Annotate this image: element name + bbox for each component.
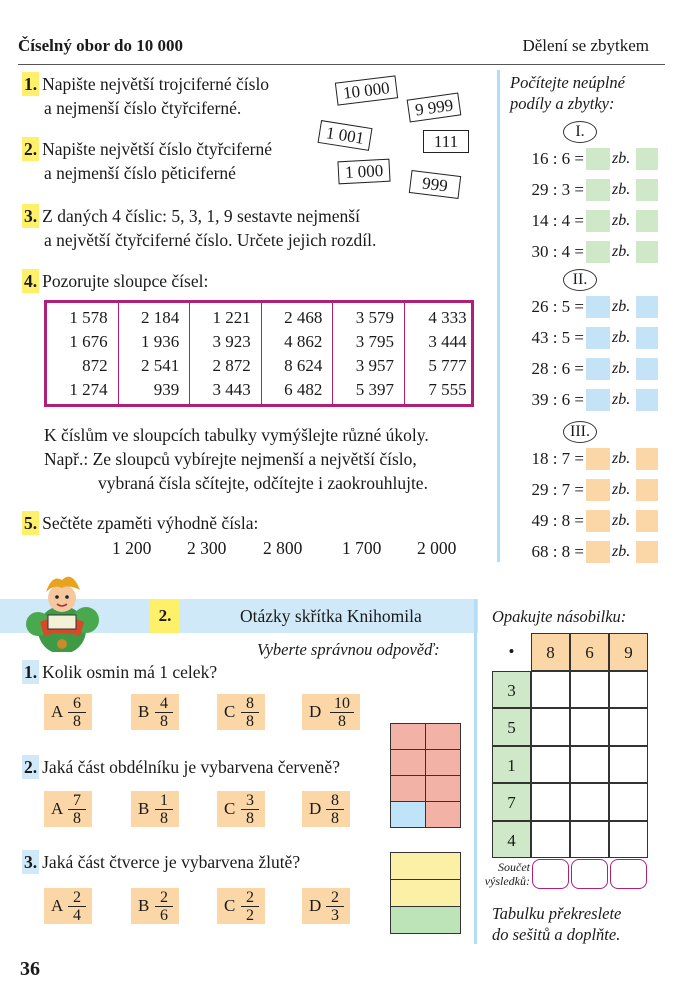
division-expression: 30 : 4 = <box>531 242 584 261</box>
quotient-box[interactable] <box>586 296 610 318</box>
question-text: Jaká část obdélníku je vybarvena červeně? <box>42 757 340 777</box>
option-letter: A <box>51 896 64 915</box>
task-text: Napište největší trojciferné číslo <box>42 74 270 94</box>
table-cell: 3 443 <box>212 380 251 399</box>
remainder-label: zb. <box>612 391 631 408</box>
quotient-box[interactable] <box>586 479 610 501</box>
division-row <box>510 389 650 411</box>
division-row <box>510 541 650 563</box>
table-cell: 1 221 <box>212 308 251 327</box>
column-header: 8 <box>531 633 570 671</box>
option-fraction <box>68 792 86 827</box>
table-cell: 2 468 <box>284 308 323 327</box>
division-row <box>510 510 650 532</box>
table-column <box>262 303 334 404</box>
answer-cell[interactable] <box>570 746 609 784</box>
table-cell: 4 862 <box>284 332 323 351</box>
elf-illustration <box>14 560 106 652</box>
answer-cell[interactable] <box>570 708 609 746</box>
quiz-instruction: Vyberte správnou odpověď: <box>257 640 440 659</box>
number-card: 1 000 <box>337 159 390 185</box>
table-column <box>119 303 191 404</box>
option-fraction <box>241 792 259 827</box>
division-row <box>510 179 650 201</box>
fraction-denominator: 6 <box>160 907 168 924</box>
division-row <box>510 448 650 470</box>
remainder-box[interactable] <box>636 541 658 563</box>
fraction-numerator: 3 <box>241 792 259 810</box>
option-letter: B <box>138 896 150 915</box>
multiplication-table <box>492 633 649 859</box>
answer-cell[interactable] <box>531 746 570 784</box>
fraction-denominator: 2 <box>246 907 254 924</box>
quiz-number: 2. <box>150 599 180 633</box>
quiz-divider <box>474 599 477 944</box>
answer-option-a[interactable] <box>44 694 92 730</box>
number-card: 10 000 <box>335 75 398 105</box>
quotient-box[interactable] <box>586 510 610 532</box>
sum-box[interactable] <box>610 859 647 889</box>
answer-cell[interactable] <box>609 708 648 746</box>
remainder-box[interactable] <box>636 241 658 263</box>
number-card: 9 999 <box>407 92 462 122</box>
quotient-box[interactable] <box>586 358 610 380</box>
table-cell: 939 <box>153 380 180 399</box>
task-4-text-3: vybraná čísla sčítejte, odčítejte i zaokrouhlujte. <box>98 473 428 493</box>
remainder-box[interactable] <box>636 327 658 349</box>
table-cell: 5 397 <box>355 380 394 399</box>
question-number: 3. <box>24 852 38 872</box>
answer-option-a[interactable] <box>44 791 92 827</box>
row-header: 3 <box>492 671 531 709</box>
option-letter: B <box>138 702 150 721</box>
fraction-denominator: 8 <box>160 810 168 827</box>
option-fraction <box>68 695 86 730</box>
task-1 <box>22 72 269 120</box>
task-number: 1. <box>24 74 38 94</box>
fraction-numerator: 2 <box>241 889 259 907</box>
footnote-line: do sešitů a doplňte. <box>492 925 621 944</box>
remainder-box[interactable] <box>636 479 658 501</box>
remainder-box[interactable] <box>636 389 658 411</box>
answer-option-c[interactable] <box>217 694 265 730</box>
fraction-numerator: 6 <box>68 695 86 713</box>
table-cell: 3 957 <box>355 356 394 375</box>
mult-footnote <box>492 903 621 945</box>
answer-option-b[interactable] <box>131 791 179 827</box>
task-number: 4. <box>24 271 38 291</box>
column-header: 6 <box>570 633 609 671</box>
fraction-numerator: 1 <box>155 792 173 810</box>
remainder-box[interactable] <box>636 448 658 470</box>
remainder-box[interactable] <box>636 148 658 170</box>
fraction-numerator: 2 <box>68 889 86 907</box>
side-title-line: Počítejte neúplné <box>510 73 625 92</box>
division-expression: 29 : 7 = <box>531 480 584 499</box>
division-row <box>510 327 650 349</box>
division-row <box>510 358 650 380</box>
answer-cell[interactable] <box>531 783 570 821</box>
fraction-denominator: 8 <box>331 810 339 827</box>
quotient-box[interactable] <box>586 241 610 263</box>
division-expression: 18 : 7 = <box>531 449 584 468</box>
question-number: 1. <box>24 662 38 682</box>
option-fraction <box>326 792 344 827</box>
table-cell: 7 555 <box>428 380 467 399</box>
table-cell: 1 676 <box>69 332 108 351</box>
mult-title: Opakujte násobilku: <box>492 607 627 626</box>
option-fraction <box>330 695 354 730</box>
quiz-title: Otázky skřítka Knihomila <box>240 606 422 626</box>
fraction-numerator: 8 <box>326 792 344 810</box>
task-number: 5. <box>24 513 38 533</box>
option-letter: D <box>309 702 322 721</box>
question-1 <box>22 660 217 684</box>
option-fraction <box>155 792 173 827</box>
task-5-value: 2 800 <box>263 538 303 558</box>
fraction-numerator: 10 <box>330 695 354 713</box>
task-4-text-2: Např.: Ze sloupců vybírejte nejmenší a největší číslo, <box>44 449 417 469</box>
division-row <box>510 296 650 318</box>
answer-cell[interactable] <box>570 821 609 859</box>
table-cell: 872 <box>82 356 108 375</box>
table-cell: 3 444 <box>428 332 467 351</box>
table-column <box>190 303 262 404</box>
quotient-box[interactable] <box>586 541 610 563</box>
task-5-value: 2 000 <box>417 538 457 558</box>
remainder-label: zb. <box>612 481 631 498</box>
section-title: Dělení se zbytkem <box>522 36 649 55</box>
answer-cell[interactable] <box>570 671 609 709</box>
page-number: 36 <box>20 958 40 980</box>
division-expression: 16 : 6 = <box>531 149 584 168</box>
task-3 <box>22 204 376 252</box>
quotient-box[interactable] <box>586 448 610 470</box>
task-text: a nejmenší číslo pěticiferné <box>44 163 236 183</box>
sum-label <box>478 860 530 888</box>
number-columns-table <box>44 300 474 407</box>
quotient-box[interactable] <box>586 148 610 170</box>
remainder-box[interactable] <box>636 296 658 318</box>
table-cell: 3 579 <box>355 308 394 327</box>
option-letter: C <box>224 702 236 721</box>
side-title <box>510 72 625 114</box>
question-3 <box>22 850 300 874</box>
table-cell: 6 482 <box>284 380 323 399</box>
table-cell: 1 936 <box>140 332 180 351</box>
number-card: 1 001 <box>318 120 373 151</box>
rectangle-figure <box>390 723 462 829</box>
row-header: 7 <box>492 783 531 821</box>
option-fraction <box>326 889 344 924</box>
option-fraction <box>241 695 259 730</box>
square-figure <box>390 852 462 936</box>
task-text: Z daných 4 číslic: 5, 3, 1, 9 sestavte nejmenší <box>42 206 360 226</box>
table-cell: 8 624 <box>284 356 323 375</box>
table-column <box>47 303 119 404</box>
answer-cell[interactable] <box>570 783 609 821</box>
division-row <box>510 148 650 170</box>
remainder-box[interactable] <box>636 179 658 201</box>
remainder-label: zb. <box>612 450 631 467</box>
division-expression: 43 : 5 = <box>531 328 584 347</box>
task-5-value: 2 300 <box>187 538 227 558</box>
division-row <box>510 241 650 263</box>
quotient-box[interactable] <box>586 389 610 411</box>
option-letter: A <box>51 702 64 721</box>
fraction-denominator: 8 <box>160 713 168 730</box>
division-row <box>510 210 650 232</box>
fraction-numerator: 2 <box>326 889 344 907</box>
division-expression: 29 : 3 = <box>531 180 584 199</box>
table-cell: 2 541 <box>140 356 180 375</box>
table-column <box>333 303 405 404</box>
answer-option-d[interactable] <box>302 888 350 924</box>
answer-cell[interactable] <box>531 821 570 859</box>
table-cell: 5 777 <box>428 356 467 375</box>
task-5-value: 1 200 <box>112 538 152 558</box>
side-title-line: podíly a zbytky: <box>510 94 615 113</box>
fraction-numerator: 8 <box>241 695 259 713</box>
corner-cell: • <box>508 642 515 661</box>
task-text: Sečtěte zpaměti výhodně čísla: <box>42 513 259 533</box>
task-4-text-1: K číslům ve sloupcích tabulky vymýšlejte různé úkoly. <box>44 425 429 445</box>
task-4 <box>22 269 208 293</box>
table-cell: 3 923 <box>212 332 251 351</box>
division-expression: 26 : 5 = <box>531 297 584 316</box>
answer-cell[interactable] <box>531 671 570 709</box>
row-header: 4 <box>492 821 531 859</box>
quotient-box[interactable] <box>586 327 610 349</box>
remainder-label: zb. <box>612 150 631 167</box>
table-cell: 1 578 <box>69 308 108 327</box>
fraction-numerator: 2 <box>155 889 173 907</box>
option-fraction <box>155 889 173 924</box>
question-text: Kolik osmin má 1 celek? <box>42 662 218 682</box>
question-text: Jaká část čtverce je vybarvena žlutě? <box>42 852 301 872</box>
number-card: 999 <box>409 170 461 199</box>
fraction-denominator: 8 <box>73 810 81 827</box>
question-2 <box>22 755 340 779</box>
task-text: a největší čtyřciferné číslo. Určete jejich rozdíl. <box>44 230 377 250</box>
task-number: 3. <box>24 206 38 226</box>
number-card: 111 <box>423 130 469 153</box>
roman-label: II. <box>563 269 597 291</box>
answer-cell[interactable] <box>609 746 648 784</box>
task-text: a nejmenší číslo čtyřciferné. <box>44 98 242 118</box>
task-5-value: 1 700 <box>342 538 382 558</box>
remainder-label: zb. <box>612 243 631 260</box>
answer-cell[interactable] <box>609 821 648 859</box>
option-letter: D <box>309 896 322 915</box>
option-letter: B <box>138 799 150 818</box>
remainder-label: zb. <box>612 543 631 560</box>
answer-option-c[interactable] <box>217 888 265 924</box>
quotient-box[interactable] <box>586 179 610 201</box>
fraction-denominator: 3 <box>331 907 339 924</box>
remainder-label: zb. <box>612 360 631 377</box>
table-cell: 3 795 <box>355 332 394 351</box>
table-cell: 4 333 <box>428 308 467 327</box>
answer-option-c[interactable] <box>217 791 265 827</box>
column-header: 9 <box>609 633 648 671</box>
division-expression: 14 : 4 = <box>531 211 584 230</box>
question-number: 2. <box>24 757 38 777</box>
option-fraction <box>155 695 173 730</box>
task-text: Pozorujte sloupce čísel: <box>42 271 209 291</box>
footnote-line: Tabulku překreslete <box>492 904 622 923</box>
option-letter: C <box>224 799 236 818</box>
division-expression: 39 : 6 = <box>531 390 584 409</box>
answer-cell[interactable] <box>609 671 648 709</box>
answer-option-b[interactable] <box>131 888 179 924</box>
remainder-box[interactable] <box>636 510 658 532</box>
fraction-denominator: 8 <box>246 810 254 827</box>
remainder-label: zb. <box>612 329 631 346</box>
row-header: 5 <box>492 708 531 746</box>
sum-box[interactable] <box>571 859 608 889</box>
division-expression: 28 : 6 = <box>531 359 584 378</box>
remainder-box[interactable] <box>636 210 658 232</box>
sum-box[interactable] <box>532 859 569 889</box>
task-text: Napište největší číslo čtyřciferné <box>42 139 272 159</box>
remainder-box[interactable] <box>636 358 658 380</box>
quotient-box[interactable] <box>586 210 610 232</box>
remainder-label: zb. <box>612 181 631 198</box>
table-cell: 1 274 <box>69 380 108 399</box>
division-expression: 68 : 8 = <box>531 542 584 561</box>
answer-cell[interactable] <box>609 783 648 821</box>
fraction-denominator: 4 <box>73 907 81 924</box>
task-5 <box>22 511 258 535</box>
option-letter: D <box>309 799 322 818</box>
answer-option-d[interactable] <box>302 791 350 827</box>
sum-label-line: výsledků: <box>484 874 530 888</box>
remainder-label: zb. <box>612 298 631 315</box>
chapter-title: Číselný obor do 10 000 <box>18 36 183 55</box>
table-cell: 2 184 <box>140 308 180 327</box>
option-fraction <box>68 889 86 924</box>
table-cell: 2 872 <box>212 356 251 375</box>
header-rule <box>18 64 665 65</box>
remainder-label: zb. <box>612 512 631 529</box>
fraction-denominator: 8 <box>73 713 81 730</box>
remainder-label: zb. <box>612 212 631 229</box>
fraction-numerator: 7 <box>68 792 86 810</box>
roman-label: III. <box>563 421 597 443</box>
roman-label: I. <box>563 121 597 143</box>
row-header: 1 <box>492 746 531 784</box>
fraction-denominator: 8 <box>246 713 254 730</box>
task-2 <box>22 137 272 185</box>
answer-option-a[interactable] <box>44 888 92 924</box>
table-column <box>405 303 477 404</box>
division-expression: 49 : 8 = <box>531 511 584 530</box>
option-fraction <box>241 889 259 924</box>
fraction-numerator: 4 <box>155 695 173 713</box>
answer-option-d[interactable] <box>302 694 360 730</box>
division-row <box>510 479 650 501</box>
answer-option-b[interactable] <box>131 694 179 730</box>
option-letter: A <box>51 799 64 818</box>
task-number: 2. <box>24 139 38 159</box>
fraction-denominator: 8 <box>338 713 346 730</box>
answer-cell[interactable] <box>531 708 570 746</box>
sum-label-line: Součet <box>498 860 530 874</box>
side-divider <box>497 70 500 562</box>
option-letter: C <box>224 896 236 915</box>
